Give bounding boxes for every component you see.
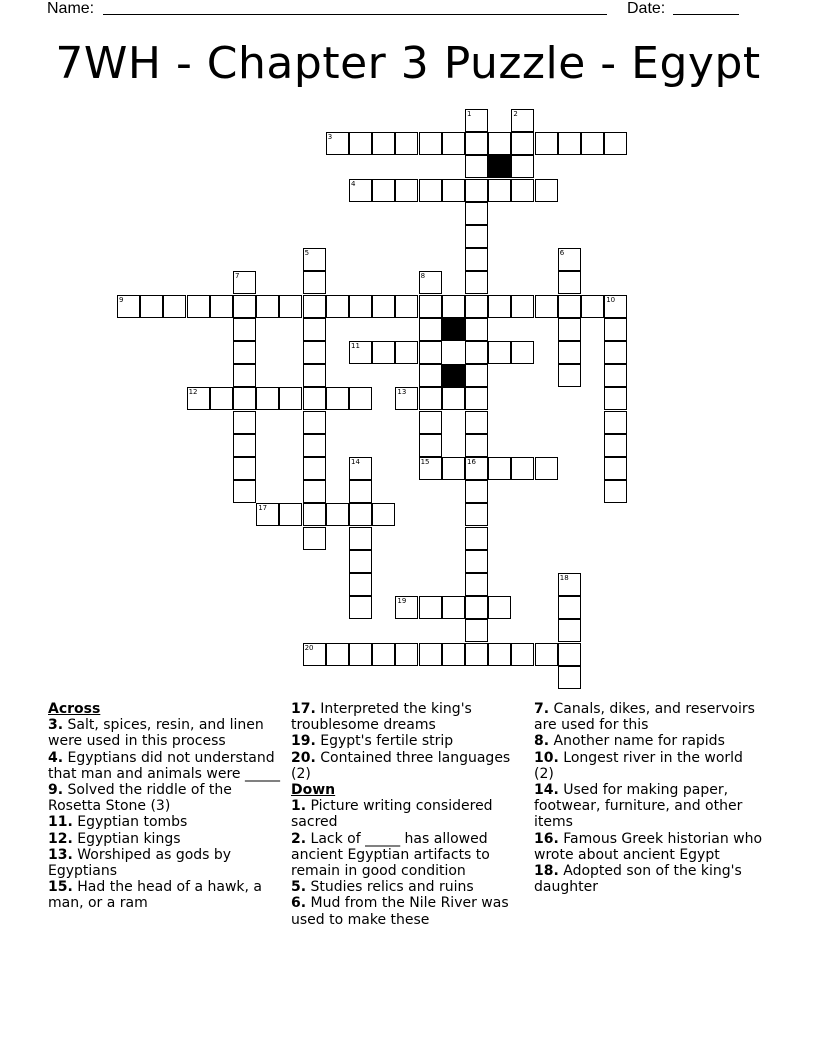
crossword-cell[interactable] xyxy=(233,434,256,457)
crossword-cell[interactable] xyxy=(535,643,558,666)
crossword-cell[interactable] xyxy=(558,295,581,318)
crossword-cell[interactable] xyxy=(326,643,349,666)
crossword-cell[interactable] xyxy=(187,295,210,318)
clue-down-14: 14. Used for making paper, footwear, furniture, and other items xyxy=(534,782,743,831)
crossword-cell[interactable] xyxy=(604,434,627,457)
clue-number: 15 xyxy=(420,458,430,466)
crossword-cell[interactable] xyxy=(303,387,326,410)
black-square xyxy=(442,364,465,387)
clue-number: 12 xyxy=(188,388,198,397)
crossword-cell[interactable] xyxy=(419,364,442,387)
clue-down-5: 5. Studies relics and ruins xyxy=(291,879,474,896)
crossword-cell[interactable] xyxy=(372,643,395,666)
crossword-cell[interactable] xyxy=(465,318,488,341)
crossword-cell[interactable] xyxy=(511,155,534,178)
crossword-cell[interactable] xyxy=(488,179,511,202)
crossword-cell[interactable] xyxy=(303,364,326,387)
clue-down-18: 18. Adopted son of the king's daughter xyxy=(534,863,742,896)
clue-number: 20 xyxy=(304,643,314,652)
crossword-cell[interactable] xyxy=(465,341,488,364)
crossword-cell[interactable] xyxy=(256,387,279,410)
clue-down-1: 1. Picture writing considered sacred xyxy=(291,798,493,831)
crossword-cell[interactable] xyxy=(303,411,326,434)
clue-across-17: 17. Interpreted the king's troublesome dreams xyxy=(291,701,472,734)
crossword-cell[interactable] xyxy=(535,457,558,480)
crossword-cell[interactable] xyxy=(163,295,186,318)
crossword-cell[interactable] xyxy=(395,341,418,364)
crossword-cell[interactable] xyxy=(395,387,418,410)
clue-number: 13 xyxy=(397,388,407,397)
crossword-cell[interactable] xyxy=(303,271,326,294)
crossword-cell[interactable] xyxy=(604,341,627,364)
crossword-cell[interactable] xyxy=(558,619,581,642)
crossword-cell[interactable] xyxy=(465,364,488,387)
crossword-cell[interactable] xyxy=(279,387,302,410)
crossword-cell[interactable] xyxy=(419,457,442,480)
crossword-cell[interactable] xyxy=(419,643,442,666)
crossword-cell[interactable] xyxy=(349,480,372,503)
page-title: 7WH - Chapter 3 Puzzle - Egypt xyxy=(55,38,761,89)
crossword-cell[interactable] xyxy=(419,434,442,457)
clue-number: 11 xyxy=(351,342,360,350)
crossword-cell[interactable] xyxy=(442,295,465,318)
clue-number: 17 xyxy=(258,504,268,513)
clue-across-13: 13. Worshiped as gods by Egyptians xyxy=(48,846,232,880)
crossword-cell[interactable] xyxy=(442,179,465,202)
crossword-cell[interactable] xyxy=(465,271,488,294)
crossword-cell[interactable] xyxy=(210,295,233,318)
crossword-cell[interactable] xyxy=(233,480,256,503)
clue-down-10: 10. Longest river in the world (2) xyxy=(534,749,743,782)
crossword-cell[interactable] xyxy=(117,295,140,318)
crossword-cell[interactable] xyxy=(419,132,442,155)
crossword-cell[interactable] xyxy=(419,411,442,434)
crossword-cell[interactable] xyxy=(604,457,627,480)
crossword-cell[interactable] xyxy=(511,295,534,318)
crossword-cell[interactable] xyxy=(558,643,581,666)
crossword-cell[interactable] xyxy=(465,132,488,155)
clue-across-11: 11. Egyptian tombs xyxy=(48,814,188,831)
crossword-cell[interactable] xyxy=(604,318,627,341)
crossword-cell[interactable] xyxy=(558,248,581,271)
crossword-cell[interactable] xyxy=(349,503,372,526)
clue-across-9: 9. Solved the riddle of the Rosetta Stone (3) xyxy=(48,782,232,815)
across-heading: Across xyxy=(48,701,101,717)
crossword-cell[interactable] xyxy=(488,132,511,155)
crossword-cell[interactable] xyxy=(233,411,256,434)
crossword-cell[interactable] xyxy=(442,132,465,155)
crossword-cell[interactable] xyxy=(303,643,326,666)
crossword-cell[interactable] xyxy=(372,341,395,364)
crossword-cell[interactable] xyxy=(233,457,256,480)
crossword-cell[interactable] xyxy=(604,411,627,434)
crossword-cell[interactable] xyxy=(465,225,488,248)
crossword-cell[interactable] xyxy=(349,179,372,202)
crossword-cell[interactable] xyxy=(303,248,326,271)
crossword-cell[interactable] xyxy=(465,527,488,550)
crossword-cell[interactable] xyxy=(419,341,442,364)
crossword-cell[interactable] xyxy=(395,179,418,202)
crossword-cell[interactable] xyxy=(303,527,326,550)
crossword-cell[interactable] xyxy=(511,643,534,666)
crossword-cell[interactable] xyxy=(303,503,326,526)
crossword-cell[interactable] xyxy=(210,387,233,410)
crossword-cell[interactable] xyxy=(349,457,372,480)
crossword-cell[interactable] xyxy=(395,643,418,666)
crossword-cell[interactable] xyxy=(511,179,534,202)
crossword-cell[interactable] xyxy=(419,318,442,341)
crossword-cell[interactable] xyxy=(488,341,511,364)
crossword-cell[interactable] xyxy=(349,295,372,318)
crossword-cell[interactable] xyxy=(279,295,302,318)
clue-number: 4 xyxy=(351,179,356,188)
clue-number: 16 xyxy=(467,458,476,466)
clue-number: 6 xyxy=(559,249,565,258)
crossword-cell[interactable] xyxy=(465,643,488,666)
crossword-cell[interactable] xyxy=(419,295,442,318)
clue-number: 8 xyxy=(420,272,426,281)
crossword-cell[interactable] xyxy=(233,364,256,387)
crossword-cell[interactable] xyxy=(349,596,372,619)
crossword-cell[interactable] xyxy=(465,387,488,410)
crossword-cell[interactable] xyxy=(303,295,326,318)
crossword-cell[interactable] xyxy=(372,295,395,318)
crossword-cell[interactable] xyxy=(326,387,349,410)
crossword-cell[interactable] xyxy=(349,573,372,596)
crossword-cell[interactable] xyxy=(187,387,210,410)
crossword-cell[interactable] xyxy=(442,596,465,619)
crossword-cell[interactable] xyxy=(349,132,372,155)
clue-number: 2 xyxy=(513,110,518,118)
crossword-cell[interactable] xyxy=(581,295,604,318)
clue-across-3: 3. Salt, spices, resin, and linen were used in this process xyxy=(48,717,264,750)
crossword-cell[interactable] xyxy=(604,387,627,410)
crossword-cell[interactable] xyxy=(558,318,581,341)
clue-down-2: 2. Lack of _____ has allowed ancient Egyptian artifacts to remain in good condition xyxy=(291,830,490,880)
crossword-cell[interactable] xyxy=(326,132,349,155)
clue-number: 10 xyxy=(606,295,616,304)
crossword-cell[interactable] xyxy=(395,132,418,155)
crossword-cell[interactable] xyxy=(442,643,465,666)
clue-across-4: 4. Egyptians did not understand that man and animals were _____ xyxy=(48,749,280,782)
crossword-cell[interactable] xyxy=(233,271,256,294)
crossword-cell[interactable] xyxy=(581,132,604,155)
clue-number: 18 xyxy=(559,574,569,582)
clue-down-8: 8. Another name for rapids xyxy=(534,733,725,750)
crossword-cell[interactable] xyxy=(465,550,488,573)
crossword-cell[interactable] xyxy=(558,364,581,387)
crossword-cell[interactable] xyxy=(303,480,326,503)
crossword-cell[interactable] xyxy=(233,341,256,364)
crossword-cell[interactable] xyxy=(535,179,558,202)
down-heading: Down xyxy=(291,782,336,799)
clue-number: 5 xyxy=(304,249,310,258)
crossword-cell[interactable] xyxy=(465,248,488,271)
crossword-cell[interactable] xyxy=(233,295,256,318)
crossword-cell[interactable] xyxy=(279,503,302,526)
crossword-cell[interactable] xyxy=(395,295,418,318)
crossword-cell[interactable] xyxy=(511,341,534,364)
crossword-cell[interactable] xyxy=(558,573,581,596)
crossword-cell[interactable] xyxy=(465,503,488,526)
crossword-cell[interactable] xyxy=(419,179,442,202)
clues-column-2 xyxy=(291,701,523,928)
clue-number: 3 xyxy=(327,133,333,142)
crossword-cell[interactable] xyxy=(303,318,326,341)
crossword-cell[interactable] xyxy=(465,457,488,480)
crossword-cell[interactable] xyxy=(419,271,442,294)
crossword-cell[interactable] xyxy=(256,503,279,526)
crossword-cell[interactable] xyxy=(465,596,488,619)
crossword-cell[interactable] xyxy=(349,387,372,410)
crossword-cell[interactable] xyxy=(349,527,372,550)
crossword-cell[interactable] xyxy=(558,666,581,689)
crossword-cell[interactable] xyxy=(349,550,372,573)
clues-column-1 xyxy=(48,701,280,912)
crossword-cell[interactable] xyxy=(233,387,256,410)
clue-across-19: 19. Egypt's fertile strip xyxy=(291,733,454,750)
crossword-cell[interactable] xyxy=(326,295,349,318)
black-square xyxy=(442,318,465,341)
crossword-cell[interactable] xyxy=(372,179,395,202)
clue-number: 19 xyxy=(397,597,407,606)
black-square xyxy=(488,155,511,178)
date-label: Date: xyxy=(627,0,666,17)
clue-down-7: 7. Canals, dikes, and reservoirs are used for this xyxy=(534,701,755,734)
crossword-cell[interactable] xyxy=(465,411,488,434)
crossword-cell[interactable] xyxy=(511,109,534,132)
crossword-cell[interactable] xyxy=(442,387,465,410)
crossword-cell[interactable] xyxy=(465,179,488,202)
clue-number: 9 xyxy=(119,295,124,304)
crossword-cell[interactable] xyxy=(558,596,581,619)
crossword-cell[interactable] xyxy=(604,480,627,503)
name-label: Name: xyxy=(47,0,95,17)
crossword-cell[interactable] xyxy=(303,457,326,480)
crossword-cell[interactable] xyxy=(465,202,488,225)
crossword-cell[interactable] xyxy=(372,132,395,155)
crossword-cell[interactable] xyxy=(488,596,511,619)
clue-across-12: 12. Egyptian kings xyxy=(48,830,181,847)
crossword-cell[interactable] xyxy=(535,132,558,155)
crossword-cell[interactable] xyxy=(511,457,534,480)
crossword-cell[interactable] xyxy=(604,132,627,155)
crossword-cell[interactable] xyxy=(465,480,488,503)
crossword-cell[interactable] xyxy=(604,364,627,387)
clue-number: 14 xyxy=(351,458,360,466)
crossword-cell[interactable] xyxy=(511,132,534,155)
crossword-cell[interactable] xyxy=(419,387,442,410)
crossword-cell[interactable] xyxy=(465,573,488,596)
clue-across-20: 20. Contained three languages (2) xyxy=(291,749,511,782)
crossword-cell[interactable] xyxy=(558,341,581,364)
clues-column-3 xyxy=(534,701,766,895)
crossword-cell[interactable] xyxy=(372,503,395,526)
crossword-cell[interactable] xyxy=(349,341,372,364)
crossword-cell[interactable] xyxy=(535,295,558,318)
crossword-cell[interactable] xyxy=(233,318,256,341)
clue-across-15: 15. Had the head of a hawk, a man, or a ram xyxy=(48,879,262,912)
crossword-cell[interactable] xyxy=(303,341,326,364)
clue-down-16: 16. Famous Greek historian who wrote about ancient Egypt xyxy=(534,830,763,863)
crossword-cell[interactable] xyxy=(465,434,488,457)
crossword-cell[interactable] xyxy=(465,109,488,132)
crossword-cell[interactable] xyxy=(395,596,418,619)
crossword-cell[interactable] xyxy=(488,295,511,318)
crossword-cell[interactable] xyxy=(488,643,511,666)
crossword-cell[interactable] xyxy=(465,619,488,642)
crossword-cell[interactable] xyxy=(465,295,488,318)
crossword-cell[interactable] xyxy=(558,271,581,294)
crossword-cell[interactable] xyxy=(303,434,326,457)
crossword-cell[interactable] xyxy=(256,295,279,318)
crossword-cell[interactable] xyxy=(140,295,163,318)
clue-down-6: 6. Mud from the Nile River was used to make these xyxy=(291,895,509,928)
crossword-cell[interactable] xyxy=(604,295,627,318)
crossword-cell[interactable] xyxy=(419,596,442,619)
crossword-cell[interactable] xyxy=(488,457,511,480)
crossword-cell[interactable] xyxy=(465,155,488,178)
crossword-cell[interactable] xyxy=(442,457,465,480)
crossword-cell[interactable] xyxy=(349,643,372,666)
crossword-cell[interactable] xyxy=(558,132,581,155)
clue-number: 7 xyxy=(235,272,240,281)
clue-number: 1 xyxy=(467,110,472,118)
crossword-cell[interactable] xyxy=(326,503,349,526)
